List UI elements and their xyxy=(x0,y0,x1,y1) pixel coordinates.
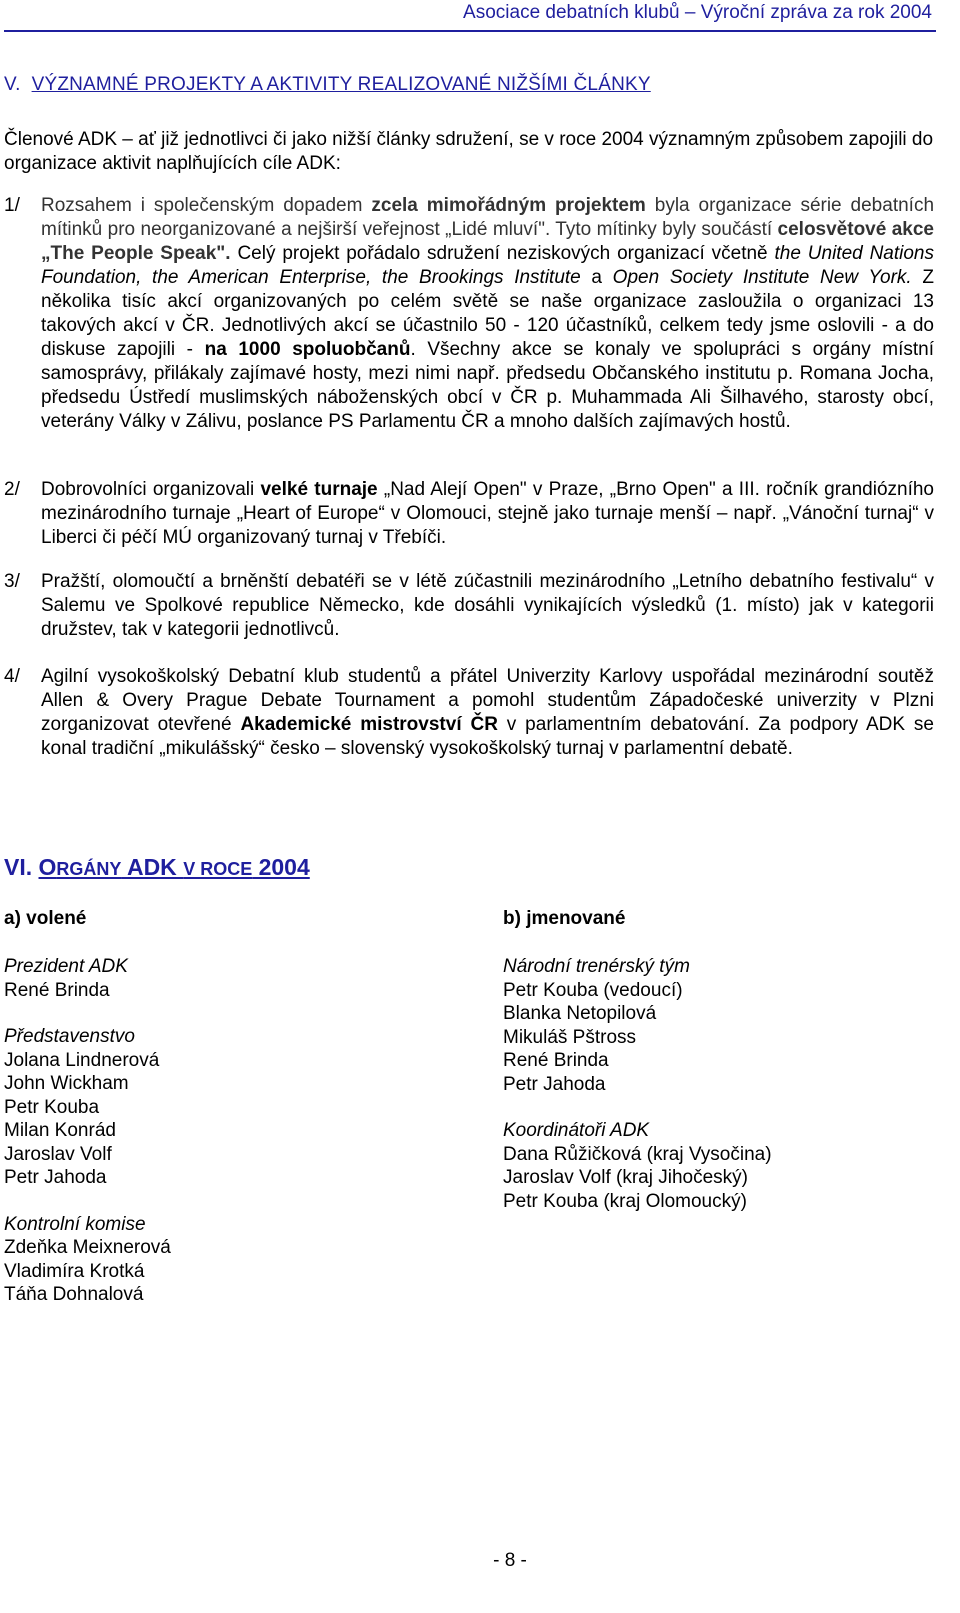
president-group xyxy=(4,955,171,1002)
member-name: Petr Jahoda xyxy=(503,1073,606,1095)
member-name: Mikuláš Pštross xyxy=(503,1026,637,1048)
project-item-2 xyxy=(4,478,934,550)
item-number: 4/ xyxy=(4,666,20,687)
item-number: 3/ xyxy=(4,571,20,592)
role-label: Představenstvo xyxy=(4,1026,135,1047)
section-6-number: VI. xyxy=(4,854,33,880)
member-name: Blanka Netopilová xyxy=(503,1003,657,1024)
project-item-3 xyxy=(4,570,934,642)
elected-heading: a) volené xyxy=(4,908,87,929)
document-header: Asociace debatních klubů – Výroční zpráva za rok 2004 xyxy=(463,2,932,23)
role-label: Prezident ADK xyxy=(4,956,128,977)
member-name: Petr Kouba xyxy=(4,1096,100,1118)
member-name: Jaroslav Volf (kraj Jihočeský) xyxy=(503,1167,748,1188)
appointed-heading: b) jmenované xyxy=(503,908,626,929)
appointed-column xyxy=(503,955,772,1236)
item-text: Dobrovolníci organizovali velké turnaje „Nad Alejí Open" v Praze, „Brno Open" a III. ročník grandiózního mezinárodního turnaje „Heart of Europe“ v Olomouci, stejně jako turnaje menší – např. „Vánoční turnaj“ v Liberci či péčí MÚ organizovaný turnaj v Třebíči. xyxy=(41,479,934,548)
coordinators-group xyxy=(503,1119,772,1213)
item-number: 2/ xyxy=(4,479,20,500)
member-name: Vladimíra Krotká xyxy=(4,1260,145,1282)
role-label: Kontrolní komise xyxy=(4,1213,146,1235)
member-name: Jaroslav Volf xyxy=(4,1143,112,1165)
member-name: Petr Kouba (vedoucí) xyxy=(503,979,683,1001)
role-label: Národní trenérský tým xyxy=(503,956,690,977)
item-text: Pražští, olomoučtí a brněnští debatéři se v létě zúčastnili mezinárodního „Letního debatního festivalu“ v Salemu ve Spolkové republice Německo, kde dosáhli vynikajících výsledků (1. místo) jak v kategorii družstev, tak v kategorii jednotlivců. xyxy=(41,571,934,640)
header-rule xyxy=(4,30,936,32)
member-name: Petr Kouba (kraj Olomoucký) xyxy=(503,1190,747,1212)
member-name: John Wickham xyxy=(4,1073,129,1094)
member-name: René Brinda xyxy=(4,979,110,1001)
page-number: - 8 - xyxy=(493,1550,527,1571)
project-item-1 xyxy=(4,194,934,434)
item-text: Agilní vysokoškolský Debatní klub studentů a přátel Univerzity Karlovy uspořádal mezinárodní soutěž Allen & Overy Prague Debate Tournament a pomohl studentům Západočeské univerzity v Plzni zorganizovat otevřené Akademické mistrovství ČR v parlamentním debatování. Za podpory ADK se konal tradiční „mikulášský“ česko – slovenský vysokoškolský turnaj v parlamentní debatě. xyxy=(41,666,934,759)
member-name: Zdeňka Meixnerová xyxy=(4,1237,171,1258)
member-name: Táňa Dohnalová xyxy=(4,1284,144,1305)
item-text: Rozsahem i společenským dopadem zcela mimořádným projektem byla organizace série debatních mítinků pro neorganizované a nejširší veřejnost „Lidé mluví". Tyto mítinky byly součástí celosvětové akce „The People Speak". Celý projekt pořádalo sdružení neziskových organizací včetně the United Nations Foundation, the American Enterprise, the Brookings Institute a Open Society Institute New York. Z několika tisíc akcí organizovaných po celém světě se naše organizace zasloužila o organizaci 13 takových akcí v ČR. Jednotlivých akcí se účastnilo 50 - 120 účastníků, celkem tedy jsme oslovili - a do diskuse zapojili - na 1000 spoluobčanů. Všechny akce se konaly ve spolupráci s orgány místní samosprávy, přilákaly zajímavé hosty, mezi nimi např. předsedu Občanského institutu p. Romana Jocha, předsedu Ústředí muslimských náboženských obcí v ČR p. Muhammada Ali Šilhavého, starosty obcí, veterány Války v Zálivu, poslance PS Parlamentu ČR a mnoho dalších zajímavých hostů. xyxy=(41,195,935,432)
role-label: Koordinátoři ADK xyxy=(503,1120,650,1141)
member-name: Jolana Lindnerová xyxy=(4,1049,160,1071)
section-5-number: V. xyxy=(4,74,21,95)
member-name: Dana Růžičková (kraj Vysočina) xyxy=(503,1143,772,1165)
intro-paragraph: Členové ADK – ať již jednotlivci či jako nižší články sdružení, se v roce 2004 významným způsobem zapojili do organizace aktivit naplňujících cíle ADK: xyxy=(4,129,934,174)
board-group xyxy=(4,1025,171,1190)
member-name: Milan Konrád xyxy=(4,1120,116,1141)
elected-column xyxy=(4,955,171,1330)
coach-team-group xyxy=(503,955,772,1096)
section-5-title: VÝZNAMNÉ PROJEKTY A AKTIVITY REALIZOVANÉ NIŽŠÍMI ČLÁNKY xyxy=(31,74,651,95)
section-6-heading: VI. ORGÁNY ADK V ROCE 2004 xyxy=(4,854,310,880)
project-item-4 xyxy=(4,665,934,761)
member-name: René Brinda xyxy=(503,1050,609,1071)
control-group xyxy=(4,1213,171,1307)
item-number: 1/ xyxy=(4,195,20,216)
member-name: Petr Jahoda xyxy=(4,1167,107,1188)
section-5-heading xyxy=(4,74,651,96)
